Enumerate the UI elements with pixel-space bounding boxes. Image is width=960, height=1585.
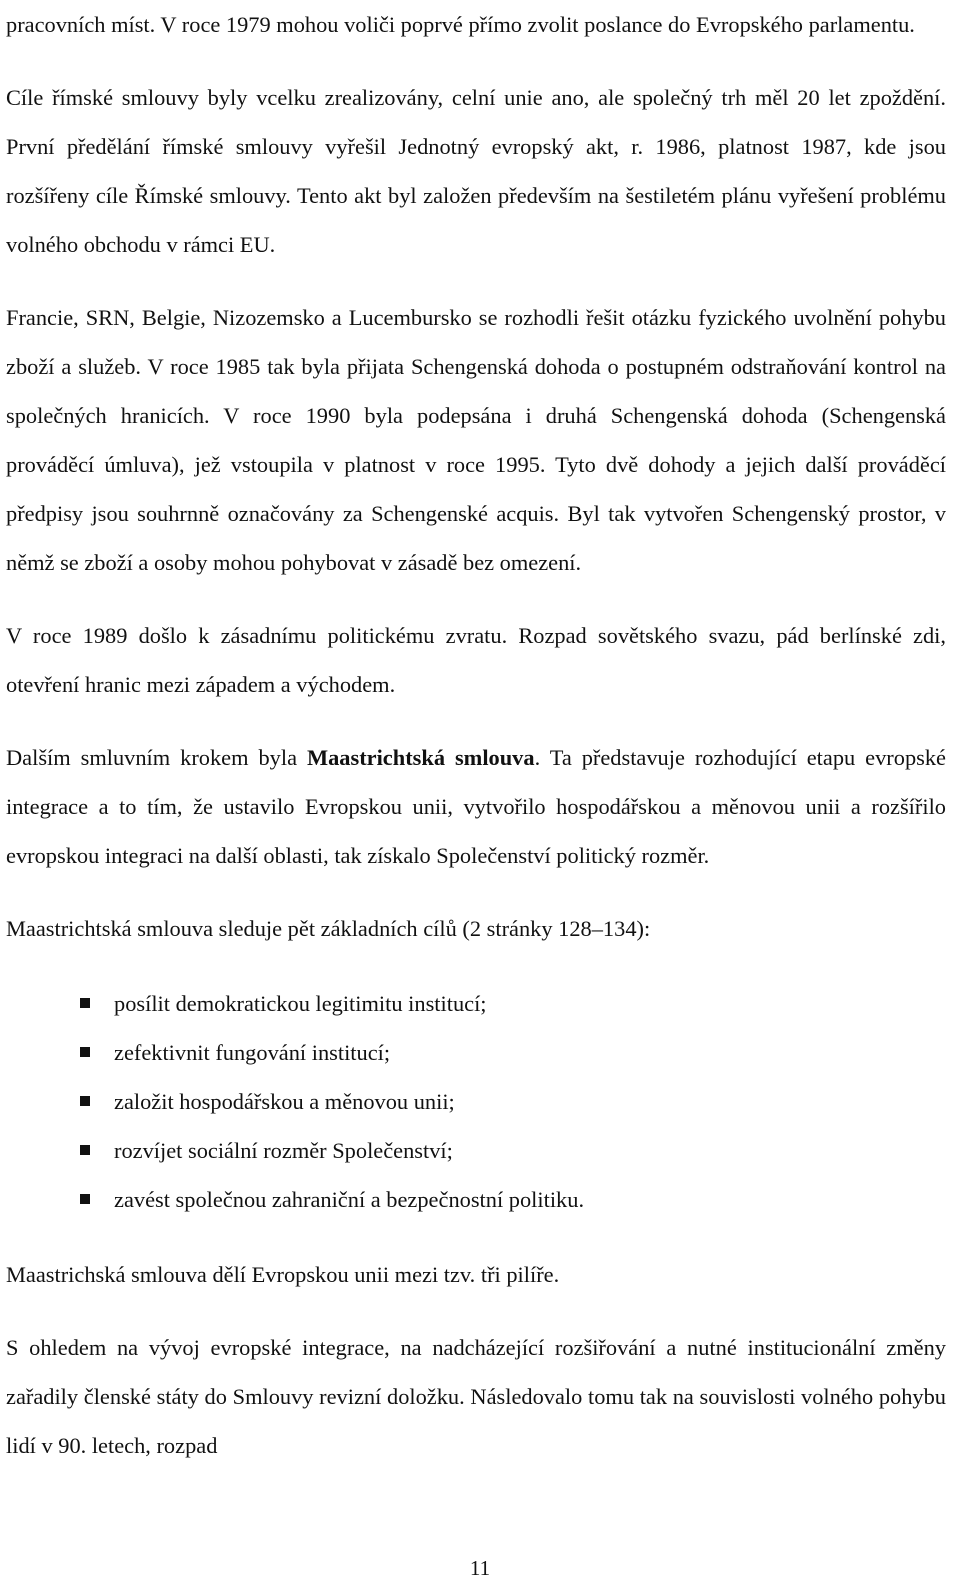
list-item bbox=[6, 1077, 946, 1126]
square-bullet-icon bbox=[80, 1194, 90, 1204]
paragraph-pillars: Maastrichská smlouva dělí Evropskou unii mezi tzv. tři pilíře. bbox=[6, 1262, 560, 1287]
list-item bbox=[6, 979, 946, 1028]
square-bullet-icon bbox=[80, 998, 90, 1008]
goal-text: zavést společnou zahraniční a bezpečnostní politiku. bbox=[114, 1187, 585, 1212]
square-bullet-icon bbox=[80, 1096, 90, 1106]
paragraph-1989: V roce 1989 došlo k zásadnímu politickému zvratu. Rozpad sovětského svazu, pád berlínské zdi, otevření hranic mezi západem a východem. bbox=[6, 623, 946, 697]
paragraph-goals-intro: Maastrichtská smlouva sleduje pět základních cílů (2 stránky 128–134): bbox=[6, 916, 651, 941]
list-item bbox=[6, 1175, 946, 1224]
maastricht-bold-term: Maastrichtská smlouva bbox=[306, 745, 535, 770]
goals-list bbox=[6, 979, 946, 1224]
square-bullet-icon bbox=[80, 1145, 90, 1155]
list-item bbox=[6, 1028, 946, 1077]
square-bullet-icon bbox=[80, 1047, 90, 1057]
list-item bbox=[6, 1126, 946, 1175]
paragraph-parliament: pracovních míst. V roce 1979 mohou voliči poprvé přímo zvolit poslance do Evropského parlamentu. bbox=[6, 12, 915, 37]
goal-text: posílit demokratickou legitimitu institucí; bbox=[114, 991, 487, 1016]
paragraph-maastricht bbox=[6, 733, 946, 880]
paragraph-revision-clause: S ohledem na vývoj evropské integrace, na nadcházející rozšiřování a nutné institucionální změny zařadily členské státy do Smlouvy revizní doložku. Následovalo tomu tak na souvislosti volného pohybu lidí v 90. letech, rozpad bbox=[6, 1335, 946, 1458]
paragraph-rome-treaty: Cíle římské smlouvy byly vcelku zrealizovány, celní unie ano, ale společný trh měl 20 let zpoždění. První předělání římské smlouvy vyřešil Jednotný evropský akt, r. 1986, platnost 1987, kde jsou rozšířeny cíle Římské smlouvy. Tento akt byl založen především na šestiletém plánu vyřešení problému volného obchodu v rámci EU. bbox=[6, 85, 946, 257]
document-page bbox=[6, 0, 946, 1470]
goal-text: rozvíjet sociální rozměr Společenství; bbox=[114, 1138, 453, 1163]
goal-text: založit hospodářskou a měnovou unii; bbox=[114, 1089, 455, 1114]
page-number: 11 bbox=[469, 1556, 491, 1580]
paragraph-schengen: Francie, SRN, Belgie, Nizozemsko a Lucembursko se rozhodli řešit otázku fyzického uvolnění pohybu zboží a služeb. V roce 1985 tak byla přijata Schengenská dohoda o postupném odstraňování kontrol na společných hranicích. V roce 1990 byla podepsána i druhá Schengenská dohoda (Schengenská prováděcí úmluva), jež vstoupila v platnost v roce 1995. Tyto dvě dohody a jejich další prováděcí předpisy jsou souhrnně označovány za Schengenské acquis. Byl tak vytvořen Schengenský prostor, v němž se zboží a osoby mohou pohybovat v zásadě bez omezení. bbox=[6, 305, 946, 575]
maastricht-text-before: Dalším smluvním krokem byla bbox=[6, 745, 307, 770]
goal-text: zefektivnit fungování institucí; bbox=[114, 1040, 391, 1065]
maastricht-text-after: . Ta představuje rozhodující etapu evropské integrace a to tím, že ustavilo Evropskou unii, vytvořilo hospodářskou a měnovou unii a rozšířilo evropskou integraci na další oblasti, tak získalo Společenství politický rozměr. bbox=[6, 745, 946, 868]
